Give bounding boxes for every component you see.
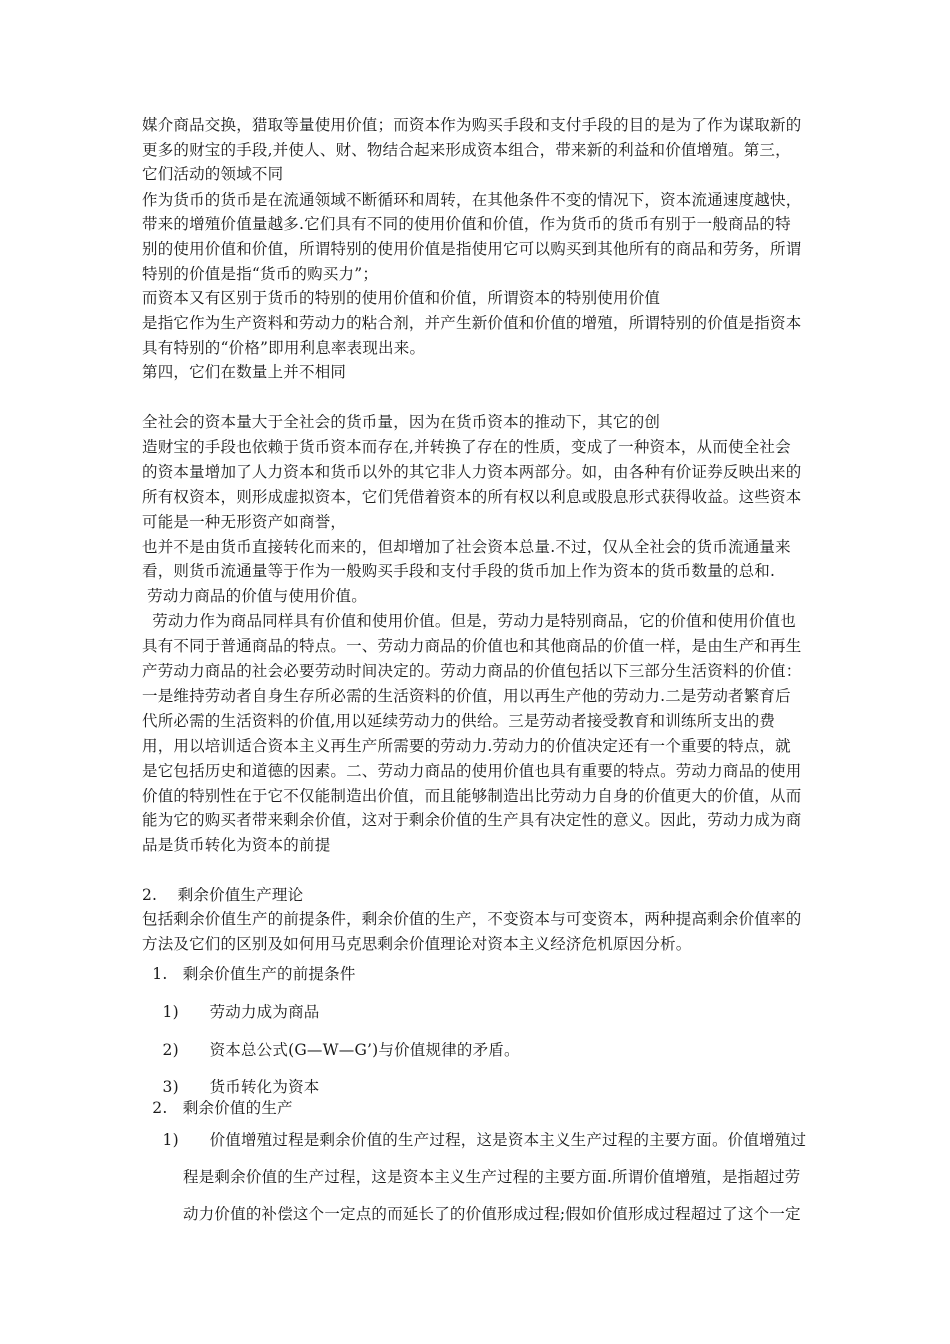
text-line: 全社会的资本量大于全社会的货币量，因为在货币资本的推动下，其它的创 [142, 413, 661, 431]
list-item: 1) 价值增殖过程是剩余价值的生产过程，这是资本主义生产过程的主要方面。价值增殖过 [142, 1131, 807, 1149]
text-line: 特别的价值是指“货币的购买力”； [142, 265, 379, 283]
text-line: 而资本又有区别于货币的特别的使用价值和价值，所谓资本的特别使用价值 [142, 289, 661, 307]
text-line: 它们活动的领域不同 [142, 165, 284, 183]
list-item: 3) 货币转化为资本 [142, 1078, 320, 1096]
text-line: 一是维持劳动者自身生存所必需的生活资料的价值，用以再生产他的劳动力.二是劳动者繁育后 [142, 687, 791, 705]
text-line: 可能是一种无形资产如商誉， [142, 513, 347, 531]
text-line: 是指它作为生产资料和劳动力的粘合剂，并产生新价值和价值的增殖，所谓特别的价值是指资本 [142, 314, 802, 332]
list-item: 1) 劳动力成为商品 [142, 1003, 320, 1021]
text-line: 造财宝的手段也依赖于货币资本而存在,并转换了存在的性质，变成了一种资本，从而使全社会 [142, 438, 791, 456]
text-line: 第四，它们在数量上并不相同 [142, 363, 347, 381]
text-line: 别的使用价值和价值，所谓特别的使用价值是指使用它可以购买到其他所有的商品和劳务，所谓 [142, 240, 802, 258]
text-line: 用，用以培训适合资本主义再生产所需要的劳动力.劳动力的价值决定还有一个重要的特点，就 [142, 737, 791, 755]
text-line: 更多的财宝的手段,并使人、财、物结合起来形成资本组合，带来新的利益和价值增殖。第三， [142, 141, 791, 159]
text-line: 带来的增殖价值量越多.它们具有不同的使用价值和价值，作为货币的货币有别于一般商品的特 [142, 215, 791, 233]
text-line: 媒介商品交换，猎取等量使用价值；而资本作为购买手段和支付手段的目的是为了作为谋取新的 [142, 116, 802, 134]
subsection-heading: 2. 剩余价值的生产 [142, 1099, 293, 1117]
text-line: 包括剩余价值生产的前提条件，剩余价值的生产，不变资本与可变资本，两种提高剩余价值率的 [142, 910, 802, 928]
text-line: 所有权资本，则形成虚拟资本，它们凭借着资本的所有权以利息或股息形式获得收益。这些资本 [142, 488, 802, 506]
text-line: 能为它的购买者带来剩余价值，这对于剩余价值的生产具有决定性的意义。因此，劳动力成为商 [142, 811, 802, 829]
text-line: 看，则货币流通量等于作为一般购买手段和支付手段的货币加上作为资本的货币数量的总和. [142, 562, 776, 580]
text-line: 价值的特别性在于它不仅能制造出价值，而且能够制造出比劳动力自身的价值更大的价值，从而 [142, 787, 802, 805]
text-line: 劳动力商品的价值与使用价值。 [142, 587, 367, 605]
text-line: 产劳动力商品的社会必要劳动时间决定的。劳动力商品的价值包括以下三部分生活资料的价值： [142, 662, 802, 680]
text-line: 也并不是由货币直接转化而来的，但却增加了社会资本总量.不过，仅从全社会的货币流通量来 [142, 538, 791, 556]
list-item: 2) 资本总公式(G—W—G’)与价值规律的矛盾。 [142, 1041, 520, 1059]
text-line: 的资本量增加了人力资本和货币以外的其它非人力资本两部分。如，由各种有价证券反映出来的 [142, 463, 802, 481]
text-line: 代所必需的生活资料的价值,用以延续劳动力的供给。三是劳动者接受教育和训练所支出的费 [142, 712, 776, 730]
text-line: 动力价值的补偿这个一定点的而延长了的价值形成过程;假如价值形成过程超过了这个一定 [142, 1205, 801, 1223]
text-line: 具有特别的“价格”即用利息率表现出来。 [142, 339, 426, 357]
text-line: 具有不同于普通商品的特点。一、劳动力商品的价值也和其他商品的价值一样，是由生产和再生 [142, 637, 802, 655]
text-line: 是它包括历史和道德的因素。二、劳动力商品的使用价值也具有重要的特点。劳动力商品的使用 [142, 762, 802, 780]
text-line: 品是货币转化为资本的前提 [142, 836, 331, 854]
text-line: 程是剩余价值的生产过程，这是资本主义生产过程的主要方面.所谓价值增殖，是指超过劳 [142, 1168, 801, 1186]
subsection-heading: 1. 剩余价值生产的前提条件 [142, 965, 356, 983]
section-heading: 2. 剩余价值生产理论 [142, 886, 304, 904]
text-line: 作为货币的货币是在流通领域不断循环和周转，在其他条件不变的情况下，资本流通速度越快， [142, 191, 802, 209]
text-line: 方法及它们的区别及如何用马克思剩余价值理论对资本主义经济危机原因分析。 [142, 935, 692, 953]
text-line: 劳动力作为商品同样具有价值和使用价值。但是，劳动力是特别商品，它的价值和使用价值也 [142, 612, 796, 630]
